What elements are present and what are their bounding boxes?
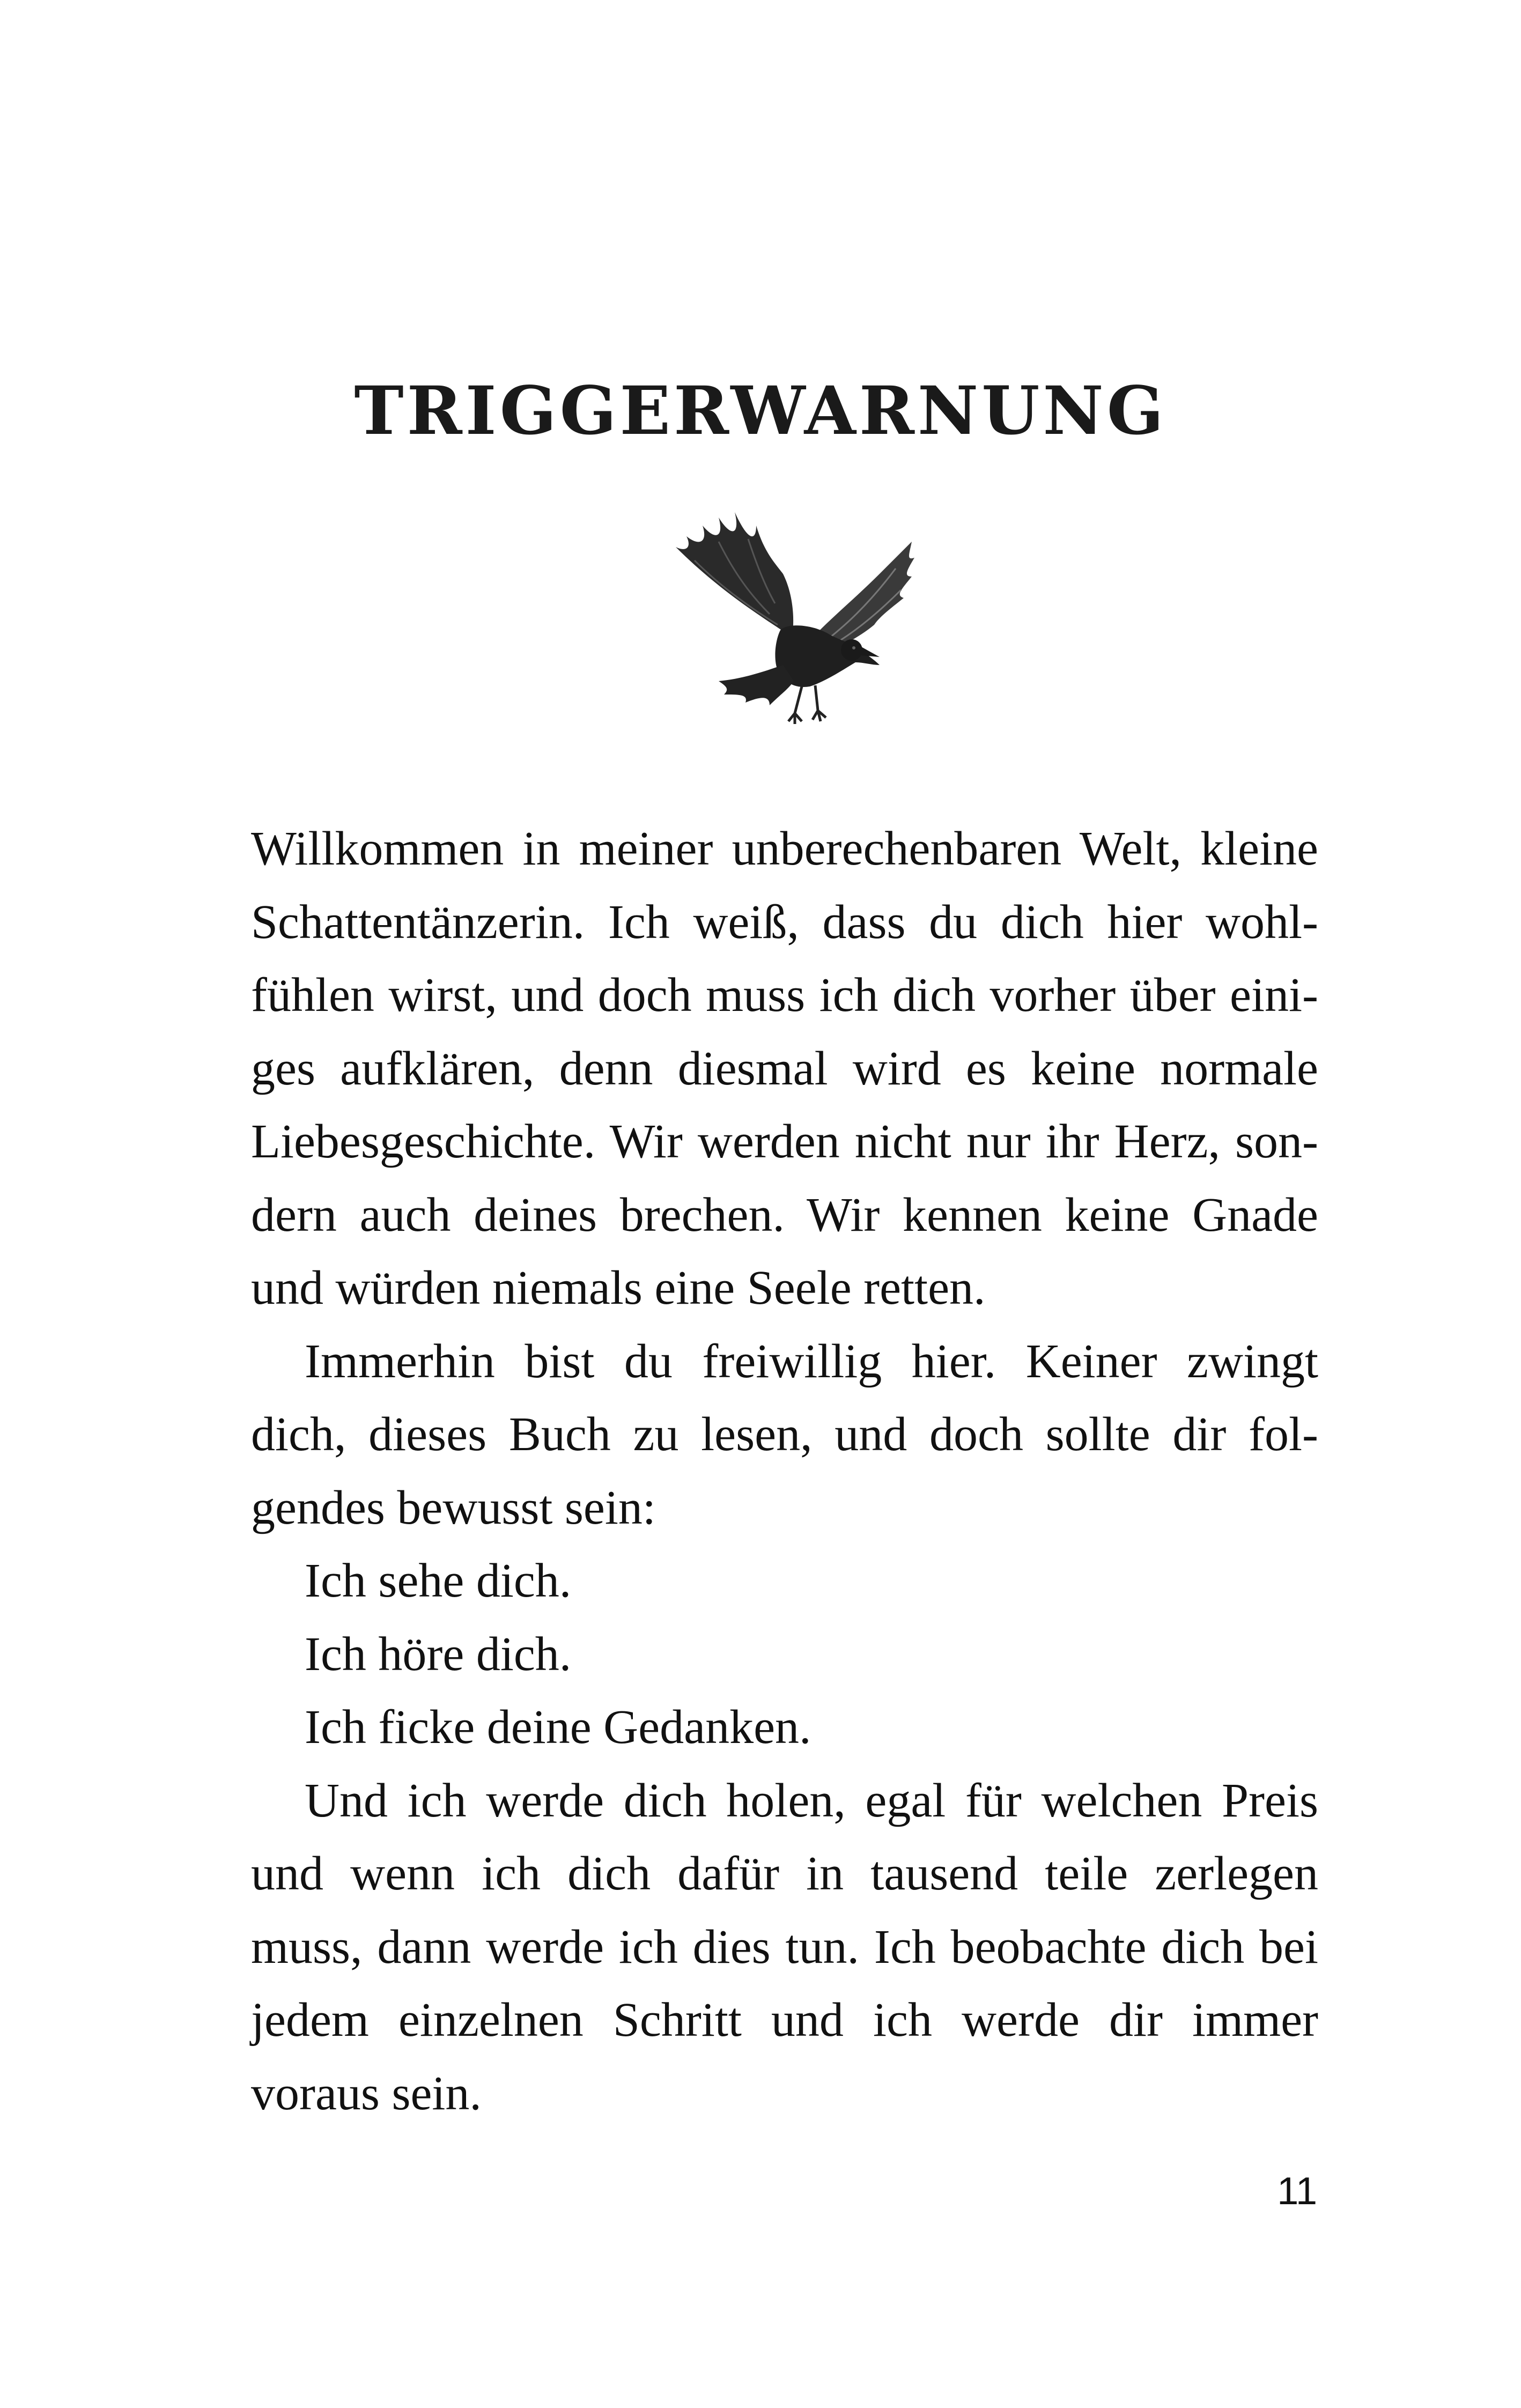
paragraph-line-hear: Ich höre dich. <box>305 1627 572 1681</box>
paragraph-line-see: Ich sehe dich. <box>305 1554 572 1607</box>
paragraph-line-thoughts: Ich ficke deine Gedanken. <box>305 1701 811 1754</box>
raven-icon <box>654 509 933 778</box>
page-title: TRIGGERWARNUNG <box>354 372 1167 450</box>
paragraph-closing: Und ich werde dich holen, egal für welchen Preis und wenn ich dich dafür in tausend teile zerlegen muss, dann werde ich dies tun. Ich beobachte dich bei jedem einzelnen Schritt und ich werde dir immer voraus sein. <box>251 1774 1318 2120</box>
body-text <box>251 812 1318 2130</box>
paragraph-warning: Immerhin bist du freiwillig hier. Keiner zwingt dich, dieses Buch zu lesen, und doch sollte dir folgendes bewusst sein: <box>251 1334 1318 1534</box>
page-number: 11 <box>1277 2170 1317 2213</box>
paragraph-welcome: Willkommen in meiner unberechenbaren Welt, kleine Schattentänzerin. Ich weiß, dass du dich hier wohlfühlen wirst, und doch muss ich dich vorher über einiges aufklären, denn diesmal wird es keine normale Liebesgeschichte. Wir werden nicht nur ihr Herz, sondern auch deines brechen. Wir kennen keine Gnade und würden niemals eine Seele retten. <box>251 822 1318 1314</box>
